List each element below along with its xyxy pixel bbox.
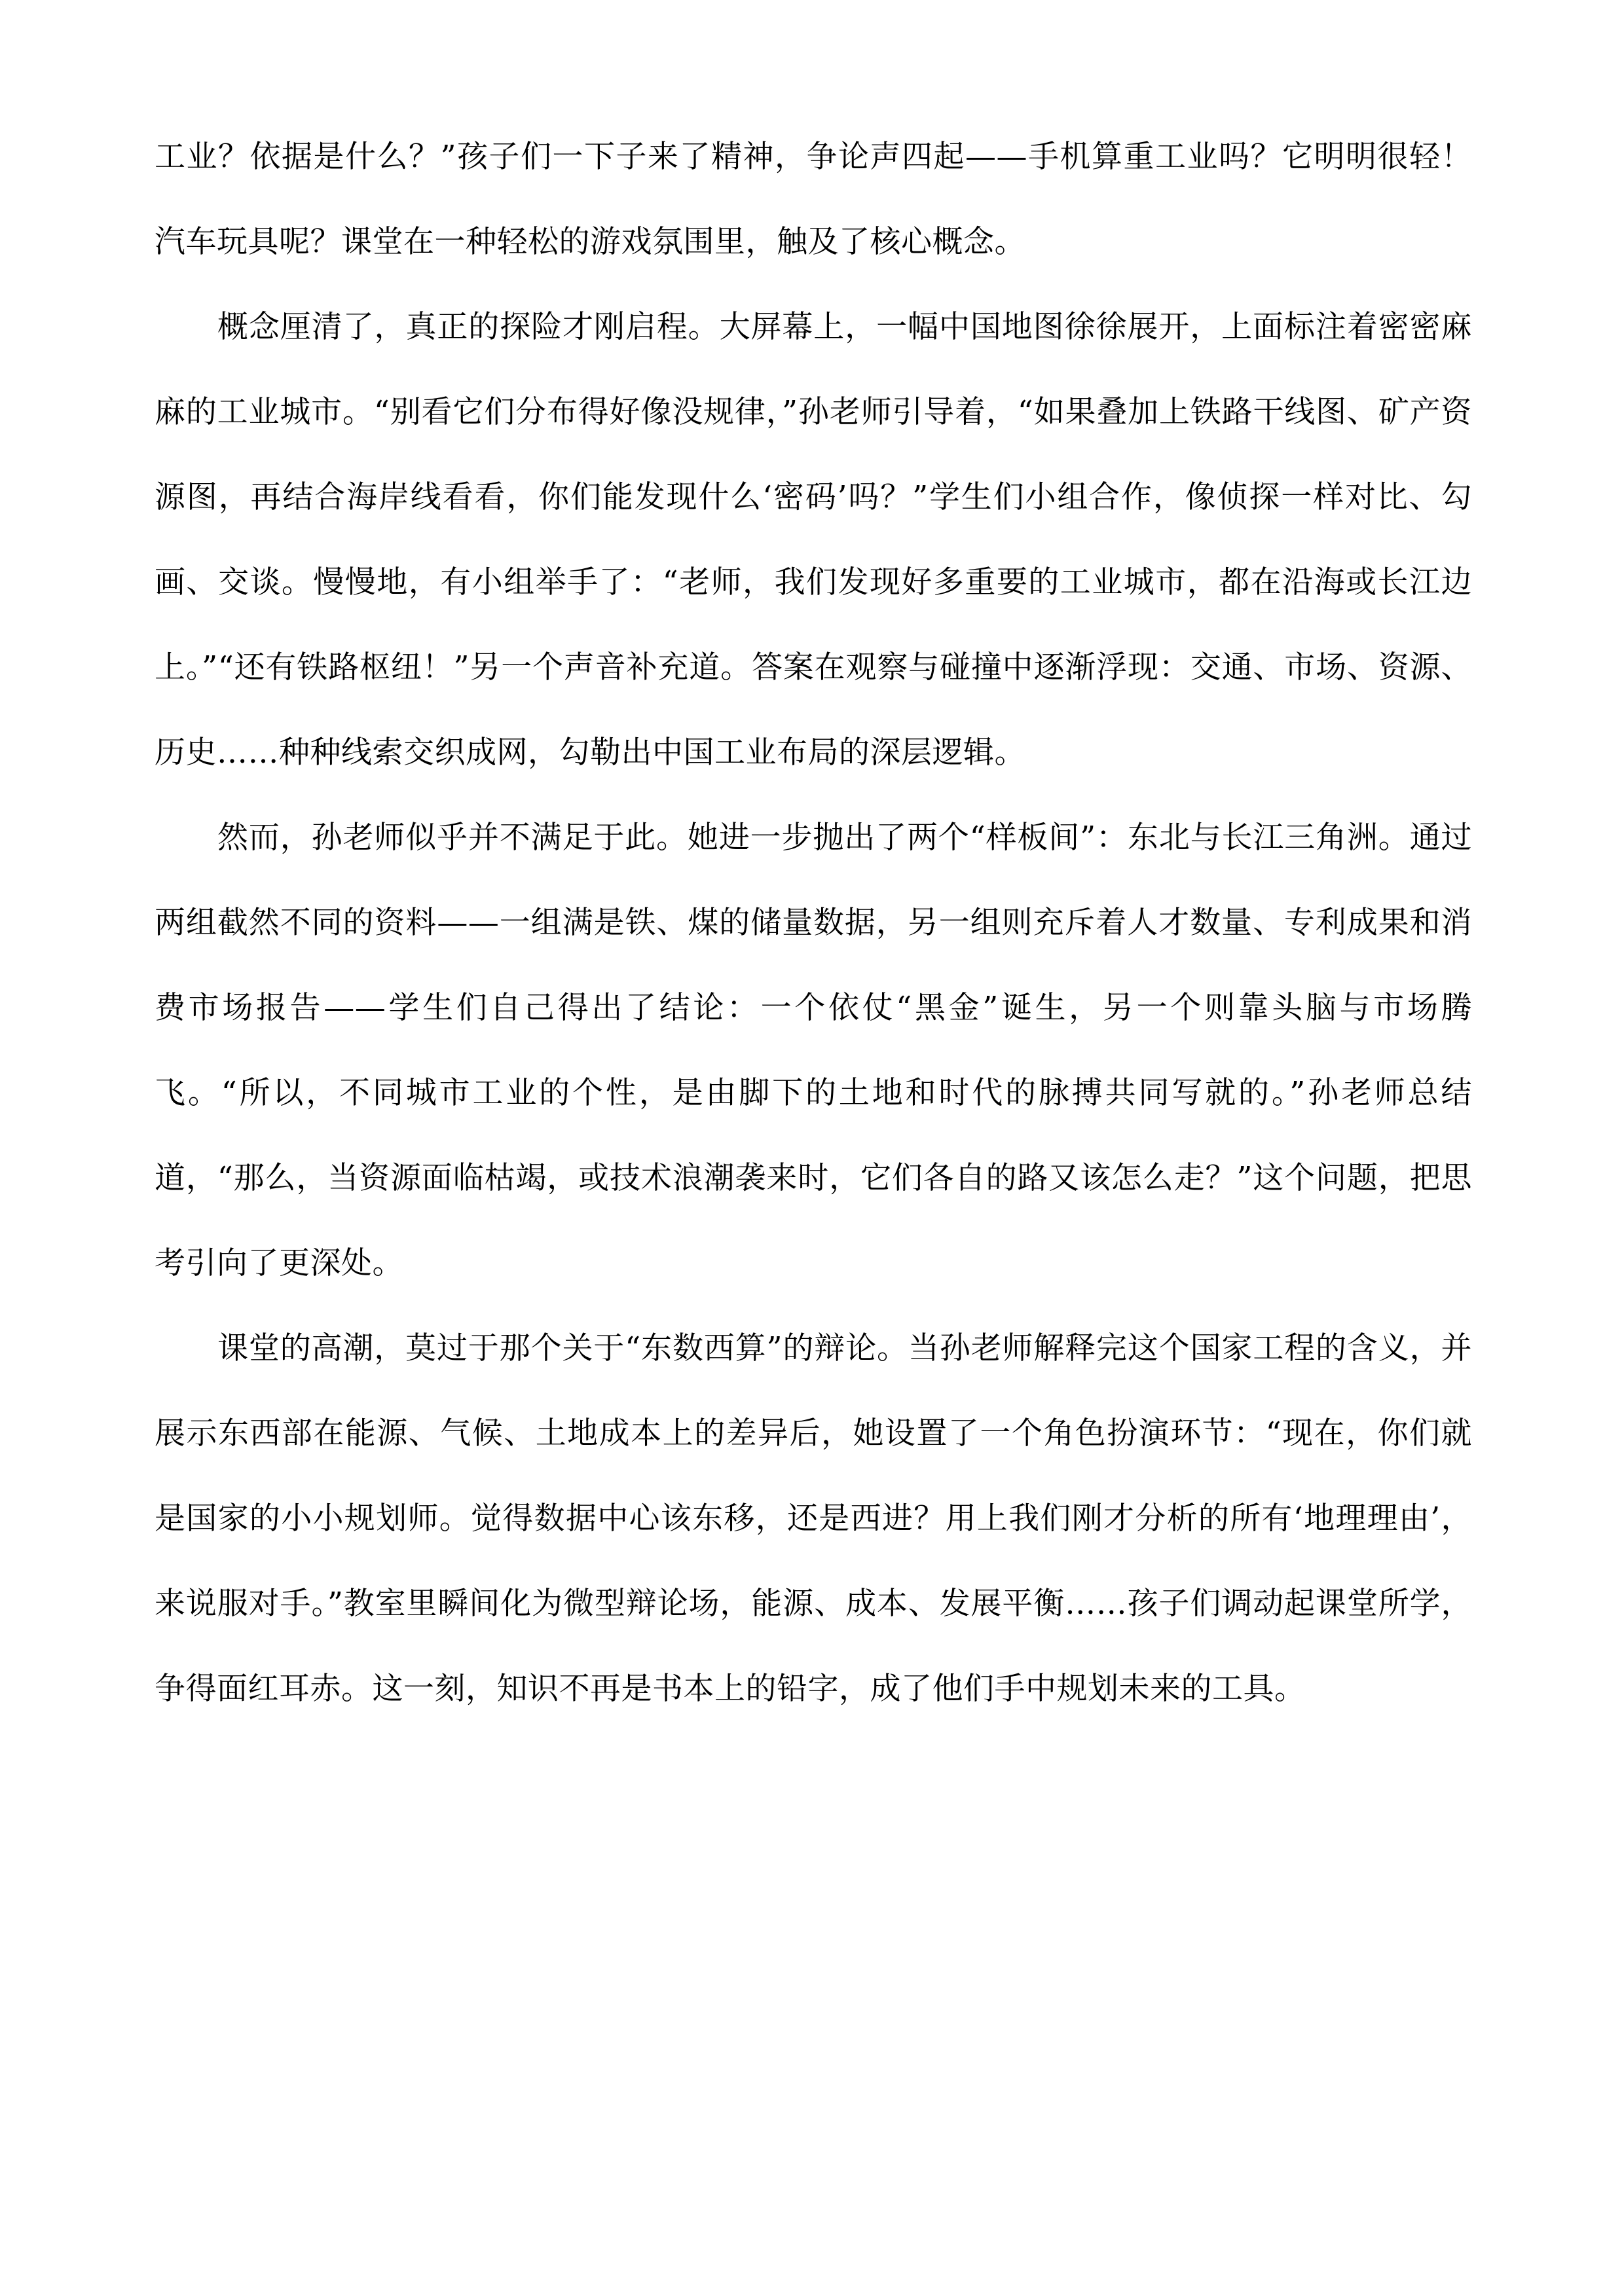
paragraph-1: 工业？依据是什么？”孩子们一下子来了精神，争论声四起——手机算重工业吗？它明明很轻！汽车玩具呢？课堂在一种轻松的游戏氛围里，触及了核心概念。 — [155, 139, 1472, 260]
document-page — [155, 115, 1472, 1732]
paragraph-4: 课堂的高潮，莫过于那个关于“东数西算”的辩论。当孙老师解释完这个国家工程的含义，并展示东西部在能源、气候、土地成本上的差异后，她设置了一个角色扮演环节：“现在，你们就是国家的小小规划师。觉得数据中心该东移，还是西进？用上我们刚才分析的所有‘地理理由’，来说服对手。”教室里瞬间化为微型辩论场，能源、成本、发展平衡……孩子们调动起课堂所学，争得面红耳赤。这一刻，知识不再是书本上的铅字，成了他们手中规划未来的工具。 — [155, 1330, 1472, 1707]
paragraph-3: 然而，孙老师似乎并不满足于此。她进一步抛出了两个“样板间”：东北与长江三角洲。通过两组截然不同的资料——一组满是铁、煤的储量数据，另一组则充斥着人才数量、专利成果和消费市场报告——学生们自己得出了结论：一个依仗“黑金”诞生，另一个则靠头脑与市场腾飞。“所以，不同城市工业的个性，是由脚下的土地和时代的脉搏共同写就的。”孙老师总结道，“那么，当资源面临枯竭，或技术浪潮袭来时，它们各自的路又该怎么走？”这个问题，把思考引向了更深处。 — [155, 820, 1472, 1281]
paragraph-2: 概念厘清了，真正的探险才刚启程。大屏幕上，一幅中国地图徐徐展开，上面标注着密密麻麻的工业城市。“别看它们分布得好像没规律，”孙老师引导着，“如果叠加上铁路干线图、矿产资源图，再结合海岸线看看，你们能发现什么‘密码’吗？”学生们小组合作，像侦探一样对比、勾画、交谈。慢慢地，有小组举手了：“老师，我们发现好多重要的工业城市，都在沿海或长江边上。”“还有铁路枢纽！”另一个声音补充道。答案在观察与碰撞中逐渐浮现：交通、市场、资源、历史……种种线索交织成网，勾勒出中国工业布局的深层逻辑。 — [155, 309, 1472, 771]
